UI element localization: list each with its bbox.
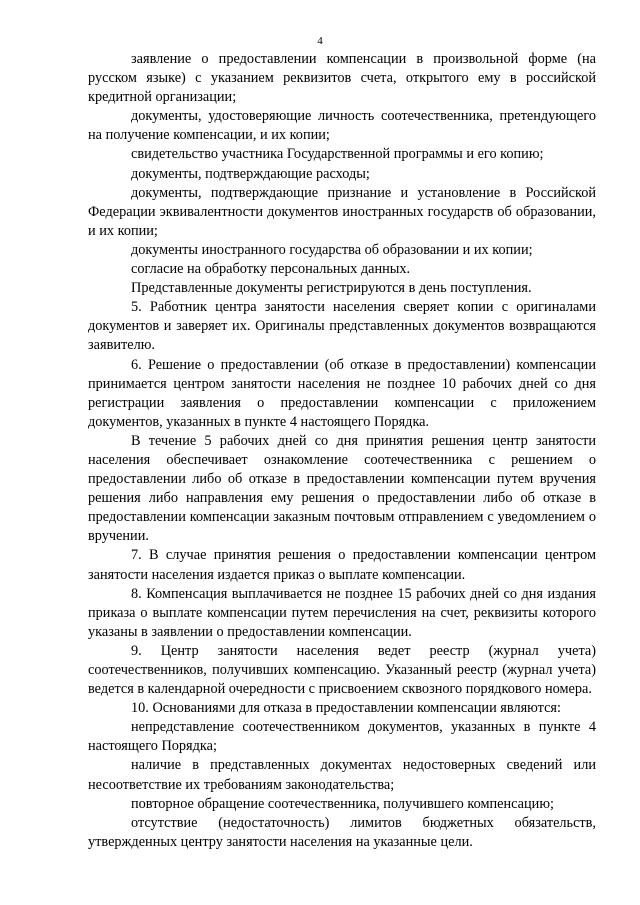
paragraph-registration: Представленные документы регистрируются в день поступления.: [131, 280, 532, 297]
paragraph-participant-certificate: свидетельство участника Государственной программы и его копию;: [131, 146, 544, 163]
page-number: 4: [317, 35, 323, 47]
paragraph-item-5: 5. Работник центра занятости населения сверяет копии с оригиналами документов и заверяет их. Оригиналы представленных документов возвращаются заявителю.: [88, 299, 596, 354]
paragraph-personal-data-consent: согласие на обработку персональных данных.: [131, 261, 411, 278]
paragraph-expense-documents: документы, подтверждающие расходы;: [131, 165, 370, 182]
paragraph-foreign-education-documents: документы иностранного государства об образовании и их копии;: [131, 241, 533, 258]
paragraph-application: заявление о предоставлении компенсации в произвольной форме (на русском языке) с указанием реквизитов счета, открытого ему в российской кредитной организации;: [88, 51, 596, 106]
paragraph-equivalence-documents: документы, подтверждающие признание и установление в Российской Федерации эквивалентности документов иностранных государств об образовании, и их копии;: [88, 184, 596, 239]
paragraph-refusal-false-information: наличие в представленных документах недостоверных сведений или несоответствие их требованиям законодательства;: [88, 757, 596, 793]
paragraph-identity-documents: документы, удостоверяющие личность соотечественника, претендующего на получение компенсации, и их копии;: [88, 108, 596, 144]
paragraph-item-8: 8. Компенсация выплачивается не позднее 15 рабочих дней со дня издания приказа о выплате компенсации путем перечисления на счет, реквизиты которого указаны в заявлении о предоставлении компенсации.: [88, 585, 596, 640]
paragraph-item-9: 9. Центр занятости населения ведет реестр (журнал учета) соотечественников, получивших компенсацию. Указанный реестр (журнал учета) ведется в календарной очередности с присвоением сквозного порядкового номера.: [88, 642, 596, 698]
document-body: [88, 50, 596, 852]
paragraph-item-7: 7. В случае принятия решения о предоставлении компенсации центром занятости населения издается приказ о выплате компенсации.: [88, 547, 596, 583]
paragraph-item-10: 10. Основаниями для отказа в предоставлении компенсации являются:: [131, 700, 561, 717]
paragraph-notification: В течение 5 рабочих дней со дня принятия решения центр занятости населения обеспечивает ознакомление соотечественника с решением о предоставлении либо об отказе в предоставлении компенсации путем вручения решения либо направления ему решения о предоставлении либо об отказе в предоставлении компенсации заказным почтовым отправлением с уведомлением о вручении.: [88, 432, 596, 545]
paragraph-refusal-missing-documents: непредставление соотечественником документов, указанных в пункте 4 настоящего Порядка;: [88, 719, 596, 755]
paragraph-refusal-budget-limits: отсутствие (недостаточность) лимитов бюджетных обязательств, утвержденных центру занятости населения на указанные цели.: [88, 814, 596, 850]
paragraph-item-6: 6. Решение о предоставлении (об отказе в предоставлении) компенсации принимается центром занятости населения не позднее 10 рабочих дней со дня регистрации заявления о предоставлении компенсации с приложением документов, указанных в пункте 4 настоящего Порядка.: [88, 356, 596, 430]
paragraph-refusal-repeat-request: повторное обращение соотечественника, получившего компенсацию;: [131, 795, 554, 812]
